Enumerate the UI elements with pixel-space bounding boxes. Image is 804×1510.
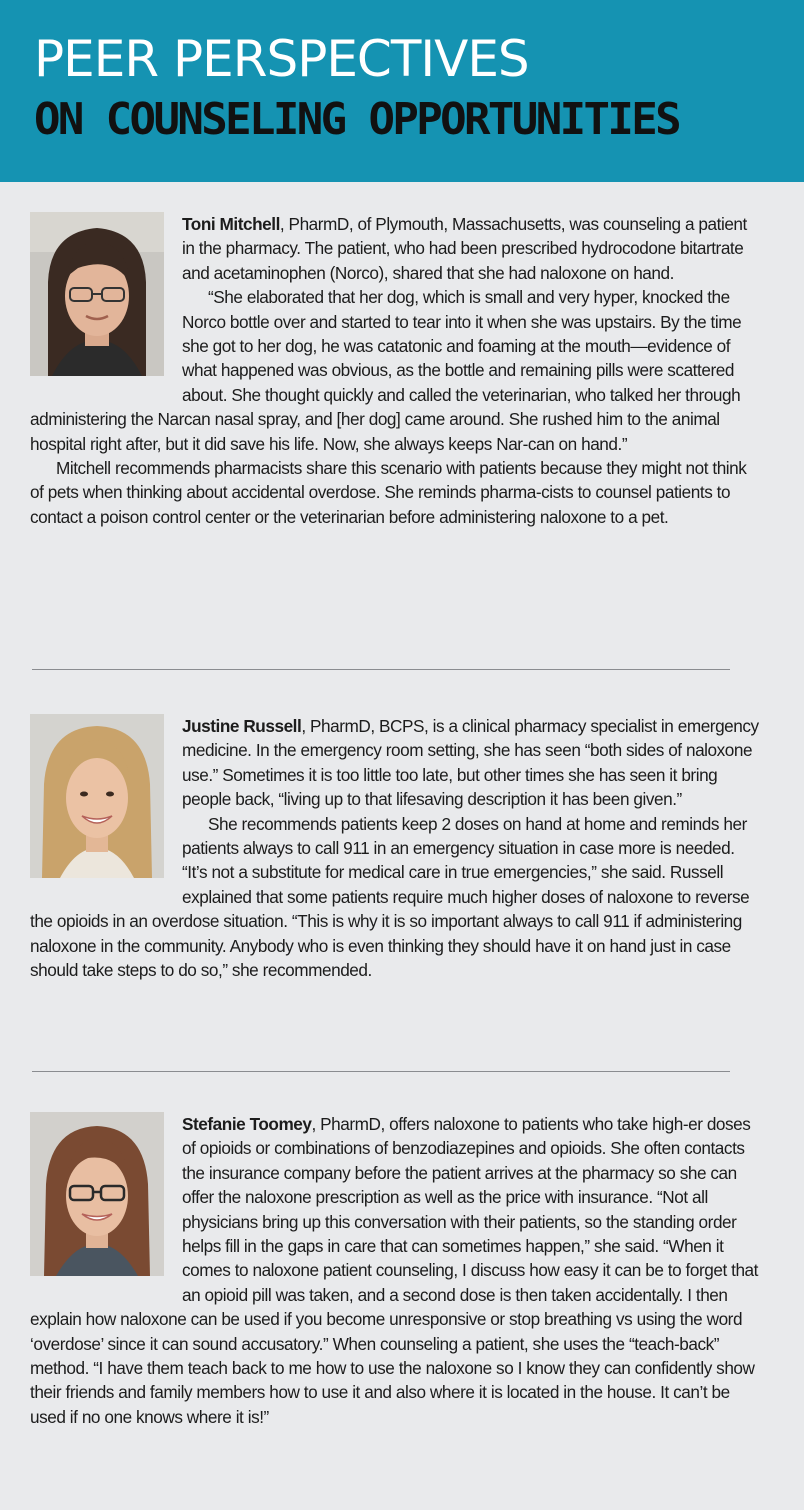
profile-intro: , PharmD, of Plymouth, Massachusetts, was counseling a patient in the pharmacy. The patient, who had been prescribed hydrocodone bitartrate and acetaminophen (Norco), shared that she had naloxone on hand. [182,214,747,283]
profile-paragraph: “She elaborated that her dog, which is small and very hyper, knocked the Norco bottle over and started to tear into it when she was upstairs. By the time she got to her dog, he was catatonic and foaming at the mouth—evidence of what happened was obvious, as the bottle and remaining pills were scattered about. She thought quickly and called the veterinarian, who talked her through administering the Narcan nasal spray, and [her dog] came around. She rushed him to the animal hospital right after, but it did save his life. Now, she always keeps Nar-can on hand.” [30,287,742,454]
profile-stefanie-toomey [30,1112,760,1429]
header-banner [0,0,804,182]
portrait-photo [30,1112,164,1276]
profile-toni-mitchell [30,212,760,529]
title-line-1: PEER PERSPECTIVES [34,30,529,88]
profile-intro: , PharmD, BCPS, is a clinical pharmacy specialist in emergency medicine. In the emergency room setting, she has seen “both sides of naloxone use.” Sometimes it is too little too late, but other times she has seen it bring people back, “living up to that lifesaving description it has been given.” [182,716,759,810]
profile-justine-russell [30,714,760,982]
profile-paragraph: She recommends patients keep 2 doses on hand at home and reminds her patients always to call 911 in an emergency situation in case more is needed. “It’s not a substitute for medical care in true emergencies,” she said. Russell explained that some patients require much higher doses of naloxone to reverse the opioids in an overdose situation. “This is why it is so important always to call 911 if administering naloxone in the community. Anybody who is even thinking they should have it on hand just in case should take steps to do so,” she recommended. [30,813,750,981]
title-line-2: ON COUNSELING OPPORTUNITIES [34,94,680,145]
profile-intro: , PharmD, offers naloxone to patients who take high-er doses of opioids or combinations of benzodiazepines and opioids. She often contacts the insurance company before the patient arrives at the pharmacy so she can offer the naloxone prescription as well as the price with insurance. “Not all physicians bring up this conversation with their patients, so the standing order helps fill in the gaps in care that can sometimes happen,” she said. “When it comes to naloxone patient counseling, I discuss how easy it can be to forget that an opioid pill was taken, and a second dose is then taken accidentally. I then explain how naloxone can be used if you become unresponsive or stop breathing vs using the word ‘overdose’ since it can sound accusatory.” When counseling a patient, she uses the “teach-back” method. “I have them teach back to me how to use the naloxone so I know they can confidently show their friends and family members how to use it and also where it is located in the house. It can’t be used if no one knows where it is!” [30,1114,758,1427]
profile-name: Toni Mitchell [182,214,280,234]
portrait-photo [30,714,164,878]
portrait-photo [30,212,164,376]
divider [32,1071,730,1072]
profile-paragraph: Mitchell recommends pharmacists share this scenario with patients because they might not think of pets when thinking about accidental overdose. She reminds pharma-cists to counsel patients to contact a poison control center or the veterinarian before administering naloxone to a pet. [30,458,747,527]
divider [32,669,730,670]
profile-name: Stefanie Toomey [182,1114,312,1134]
profile-name: Justine Russell [182,716,302,736]
